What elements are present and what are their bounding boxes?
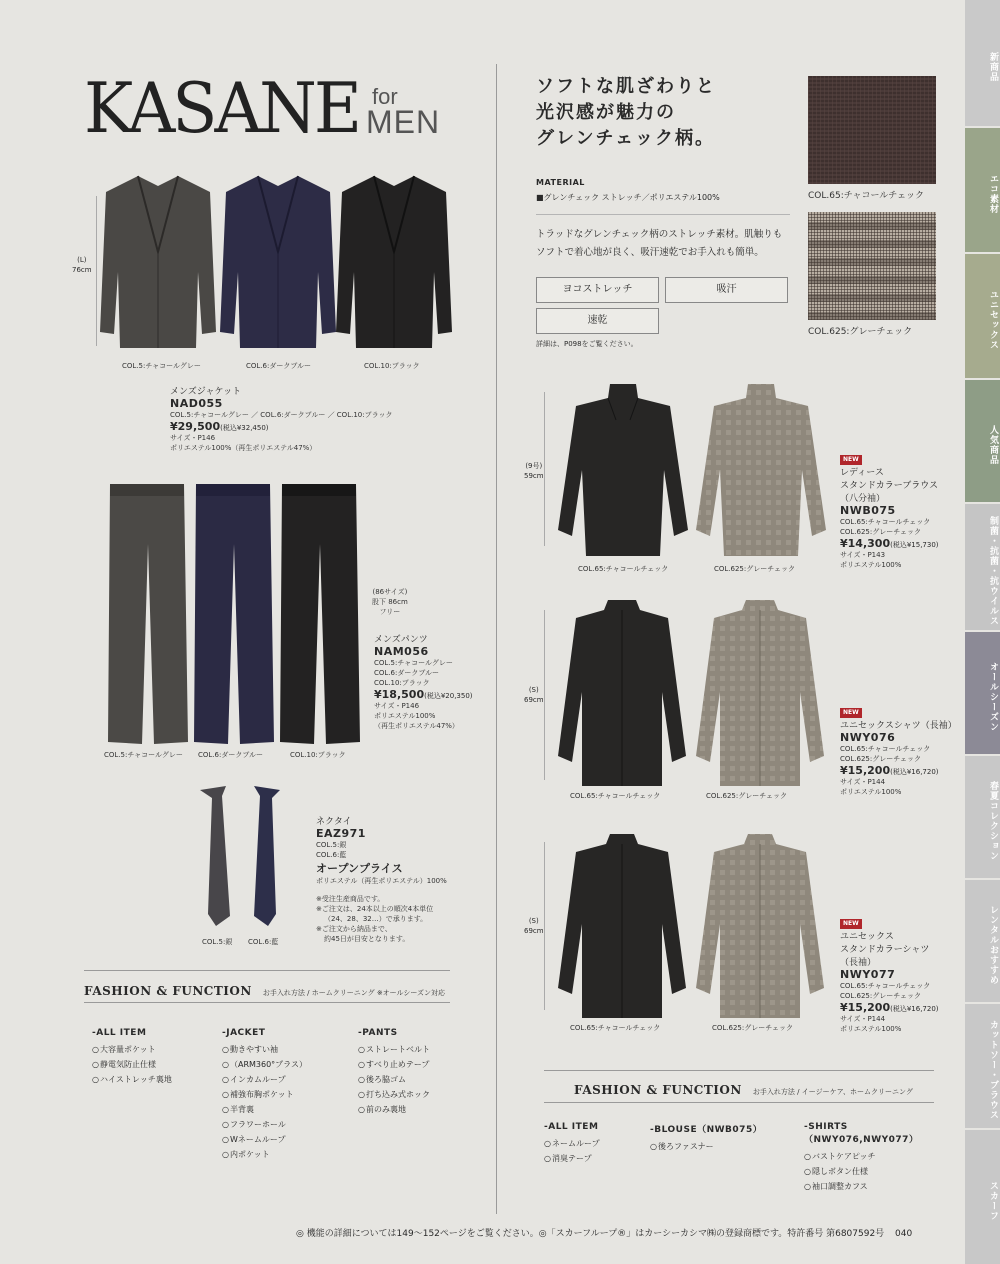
blouse-caption-2: COL.625:グレーチェック	[714, 565, 796, 573]
tie-caption-1: COL.5:銀	[202, 938, 233, 946]
product-name: メンズジャケット	[170, 387, 242, 397]
ff-item: ○ ネームループ	[544, 1136, 600, 1151]
ff-item: ○ （ARM360°プラス）	[222, 1057, 307, 1072]
pants-image-darkblue	[190, 484, 276, 746]
side-tab-8[interactable]: カットソー・ブラウス	[965, 1004, 1000, 1128]
jacket-caption-3: COL.10:ブラック	[364, 362, 420, 370]
product-material: ポリエステル100%（再生ポリエステル47%）	[170, 444, 317, 452]
ff-item: ○ 動きやすい袖	[222, 1042, 307, 1057]
shirt1-caption-2: COL.625:グレーチェック	[706, 792, 788, 800]
material-text: ■グレンチェック ストレッチ／ポリエステル100%	[536, 193, 720, 202]
shirt2-caption-1: COL.65:チャコールチェック	[570, 1024, 661, 1032]
ff-item: ○ 補強布胸ポケット	[222, 1087, 307, 1102]
pants-caption-3: COL.10:ブラック	[290, 751, 346, 759]
side-tab-4[interactable]: 制菌・抗菌・抗ウイルス	[965, 504, 1000, 630]
blouse-caption-1: COL.65:チャコールチェック	[578, 565, 669, 573]
ff-item: ○ 消臭テープ	[544, 1151, 600, 1166]
shirt1-image-charcoal	[552, 596, 692, 790]
ff-column-heading: -ALL ITEM	[544, 1122, 599, 1132]
ff-item: ○ 静電気防止仕様	[92, 1057, 172, 1072]
jacket-caption-2: COL.6:ダークブルー	[246, 362, 312, 370]
ff-column	[544, 1122, 600, 1166]
ff-column	[650, 1122, 762, 1154]
ff-item: ○ 後ろ脇ゴム	[358, 1072, 430, 1087]
shirt1-product-info: NEW ユニセックスシャツ（長袖） NWY076 COL.65:チャコールチェック COL.625:グレーチェック ¥15,200(税込¥16,720) サイズ・P144 ポリエステル100%	[840, 709, 957, 796]
ff-item: ○ インカムループ	[222, 1072, 307, 1087]
ff-item: ○ 袖口調整カフス	[804, 1179, 918, 1194]
ff-right-bottom-rule	[544, 1102, 934, 1103]
ff-item: ○ バストケアピッチ	[804, 1149, 918, 1164]
tie-image-silver	[196, 786, 236, 928]
shirt2-length-line	[544, 842, 545, 1010]
ff-column-heading-2: （NWY076,NWY077）	[804, 1135, 919, 1145]
jacket-caption-1: COL.5:チャコールグレー	[122, 362, 201, 370]
side-tab-9[interactable]: スカーフ	[965, 1130, 1000, 1264]
ff-column	[222, 1028, 307, 1162]
tag-stretch: ヨコストレッチ	[536, 277, 659, 303]
ff-column-heading: -PANTS	[358, 1028, 398, 1038]
brand-logo	[84, 70, 464, 150]
side-tab-7[interactable]: レンタルおすすめ	[965, 880, 1000, 1002]
swatch-charcoal-texture	[808, 76, 936, 184]
tag-quick-dry: 速乾	[536, 308, 659, 334]
ff-right-header: FASHION & FUNCTION お手入れ方法 / イージーケア、ホームクリーニング	[574, 1083, 913, 1097]
logo-men-text: MEN	[366, 104, 441, 140]
shirt2-product-info: NEW ユニセックス スタンドカラーシャツ （長袖） NWY077 COL.65:チャコールチェック COL.625:グレーチェック ¥15,200(税込¥16,720) サイズ・P144 ポリエステル100%	[840, 920, 939, 1033]
logo-for-text: for	[372, 84, 398, 109]
blouse-image-charcoal	[548, 380, 698, 564]
ff-item: ○ ハイストレッチ裏地	[92, 1072, 172, 1087]
product-colors: COL.5:チャコールグレー ／ COL.6:ダークブルー ／ COL.10:ブラック	[170, 411, 393, 419]
ff-item: ○ 隠しボタン仕様	[804, 1164, 918, 1179]
shirt2-image-charcoal	[552, 830, 692, 1022]
ff-item: ○ 前のみ裏地	[358, 1102, 430, 1117]
logo-main-text: KASANE	[84, 68, 360, 149]
hero-description: トラッドなグレンチェック柄のストレッチ素材。肌触りもソフトで着心地が良く、吸汗速乾でお手入れも簡単。	[536, 229, 783, 258]
ff-item: ○ すべり止めテープ	[358, 1057, 430, 1072]
shirt2-caption-2: COL.625:グレーチェック	[712, 1024, 794, 1032]
swatch-grey-check	[808, 212, 936, 320]
jacket-length-note: (L) 76cm	[72, 256, 92, 274]
hero-headline: ソフトな肌ざわりと 光沢感が魅力の グレンチェック柄。	[536, 76, 716, 149]
blouse-length-line	[544, 392, 545, 546]
shirt1-length-note: (S) 69cm	[524, 686, 544, 704]
tie-image-indigo	[250, 786, 290, 928]
shirt1-caption-1: COL.65:チャコールチェック	[570, 792, 661, 800]
ff-item: ○ 後ろファスナー	[650, 1139, 762, 1154]
ff-left-top-rule	[84, 970, 450, 971]
material-label: MATERIAL	[536, 178, 585, 187]
ff-column	[358, 1028, 430, 1117]
ff-right-top-rule	[544, 1070, 934, 1071]
tag-sweat-absorb: 吸汗	[665, 277, 788, 303]
jacket-image-darkblue	[218, 172, 338, 352]
shirt1-image-grey	[690, 596, 830, 790]
jacket-length-line	[96, 196, 97, 346]
blouse-product-info: NEW レディース スタンドカラーブラウス （八分袖） NWB075 COL.65:チャコールチェック COL.625:グレーチェック ¥14,300(税込¥15,730) サイズ・P143 ポリエステル100%	[840, 456, 939, 569]
ff-item: ○ ストレートベルト	[358, 1042, 430, 1057]
side-tab-1[interactable]: エコ素材	[965, 128, 1000, 252]
swatch-caption-2: COL.625:グレーチェック	[808, 327, 913, 337]
ff-item: ○ 打ち込み式ホック	[358, 1087, 430, 1102]
blouse-image-grey	[686, 380, 836, 564]
ff-column	[804, 1122, 918, 1194]
pants-image-black	[276, 484, 362, 746]
product-code: NAD055	[170, 397, 223, 410]
tie-product-info: ネクタイ EAZ971 COL.5:銀 COL.6:藍 オープンプライス ポリエステル（再生ポリエステル）100% ※受注生産商品です。 ※ご注文は、24本以上の順次4本単位 （24、28、32…）で承ります。 ※ご注文から納品まで、 約45日が目安となります。	[316, 817, 447, 943]
shirt2-length-note: (S) 69cm	[524, 917, 544, 935]
shirt2-image-grey	[690, 830, 830, 1022]
footer-note: ◎ 機能の詳細については149～152ページをご覧ください。◎「スカーフループ®」はカーシーカシマ㈱の登録商標です。特許番号 第6807592号 040	[296, 1229, 913, 1239]
jacket-image-charcoal	[98, 172, 218, 352]
detail-note: 詳細は、P098をご覧ください。	[536, 340, 638, 348]
side-tab-2[interactable]: ユニセックス	[965, 254, 1000, 378]
side-tab-3[interactable]: 人気商品	[965, 380, 1000, 502]
ff-left-bottom-rule	[84, 1002, 450, 1003]
jacket-product-info	[170, 384, 460, 453]
side-tab-6[interactable]: 春夏コレクション	[965, 756, 1000, 878]
pants-product-info: メンズパンツ NAM056 COL.5:チャコールグレー COL.6:ダークブルー COL.10:ブラック ¥18,500(税込¥20,350) サイズ・P146 ポリエステル100% （再生ポリエステル47%）	[374, 635, 473, 730]
product-size: サイズ・P146	[170, 434, 216, 442]
pants-caption-2: COL.6:ダークブルー	[198, 751, 264, 759]
swatch-caption-1: COL.65:チャコールチェック	[808, 191, 925, 201]
ff-item: ○ 内ポケット	[222, 1147, 307, 1162]
jacket-image-black	[334, 172, 454, 352]
ff-item: ○ Wネームループ	[222, 1132, 307, 1147]
side-tab-5[interactable]: オールシーズン	[965, 632, 1000, 754]
side-tab-0[interactable]: 新商品	[965, 0, 1000, 126]
tie-caption-2: COL.6:藍	[248, 938, 279, 946]
ff-column-heading: -SHIRTS	[804, 1122, 848, 1132]
ff-column-heading: -ALL ITEM	[92, 1028, 147, 1038]
ff-item: ○ フラワーホール	[222, 1117, 307, 1132]
product-price: ¥29,500(税込¥32,450)	[170, 420, 269, 433]
ff-item: ○ 大容量ポケット	[92, 1042, 172, 1057]
pants-image-charcoal	[104, 484, 190, 746]
blouse-length-note: (9号) 59cm	[524, 462, 544, 480]
ff-column-heading: -BLOUSE（NWB075）	[650, 1125, 763, 1135]
new-badge: NEW	[840, 455, 862, 465]
ff-column-heading: -JACKET	[222, 1028, 266, 1038]
ff-left-header: FASHION & FUNCTION お手入れ方法 / ホームクリーニング ※オールシーズン対応	[84, 984, 446, 998]
pants-length-note: (86サイズ) 股下 86cm フリー	[372, 588, 408, 616]
shirt1-length-line	[544, 610, 545, 780]
ff-column	[92, 1028, 172, 1087]
ff-item: ○ 半背裏	[222, 1102, 307, 1117]
page-number: 040	[895, 1229, 913, 1239]
pants-caption-1: COL.5:チャコールグレー	[104, 751, 183, 759]
column-divider	[496, 64, 497, 1214]
hero-rule	[536, 214, 790, 215]
